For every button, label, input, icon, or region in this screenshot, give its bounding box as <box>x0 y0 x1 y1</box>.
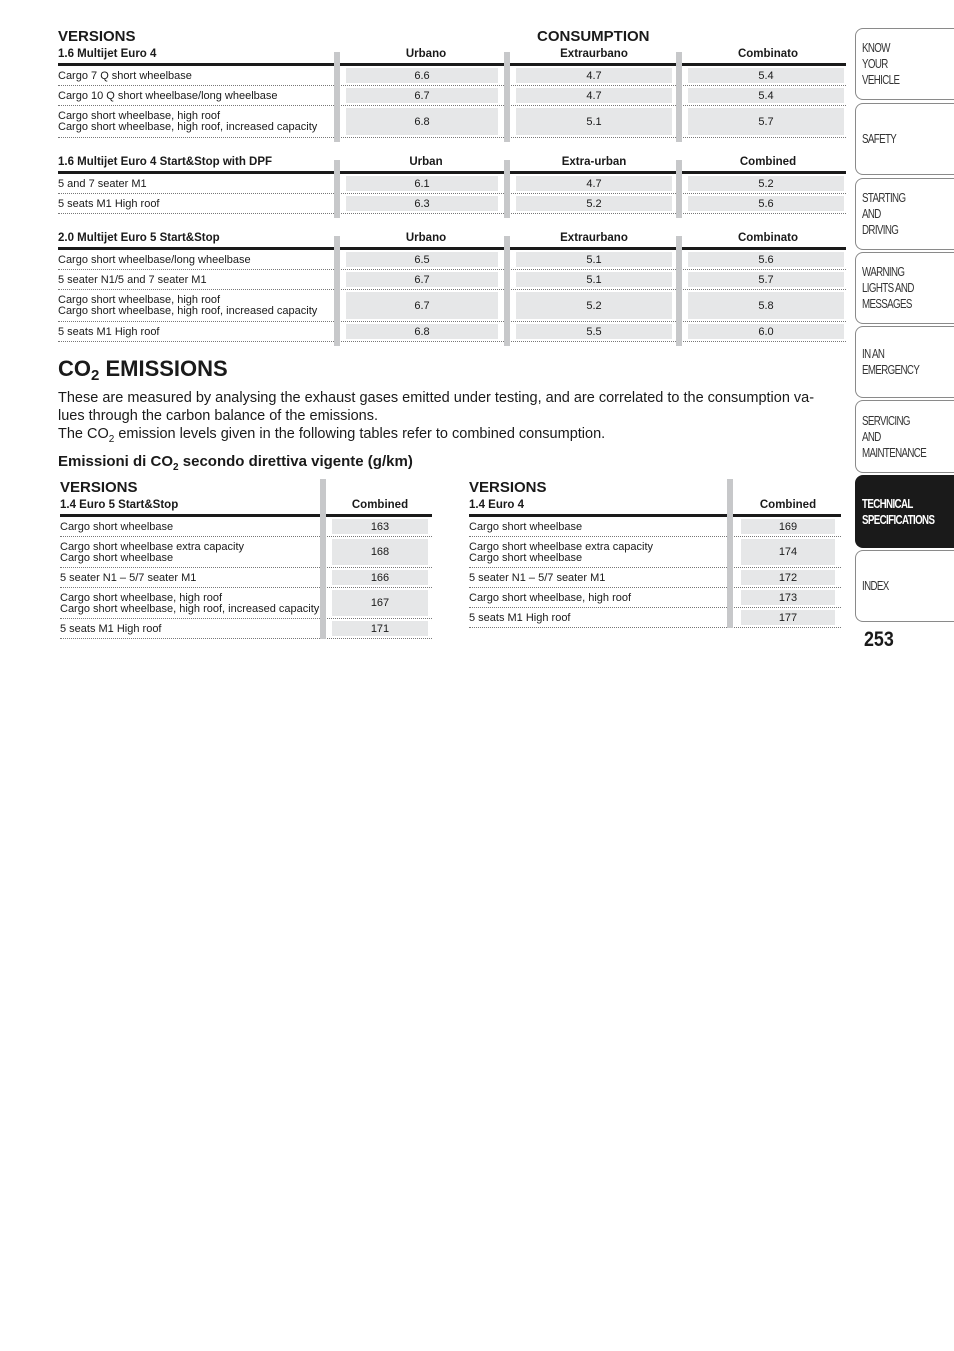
table-row <box>469 537 841 568</box>
column-separator <box>504 52 510 142</box>
group-name: 1.6 Multijet Euro 4 <box>58 48 157 60</box>
column-header: Combined <box>739 156 797 168</box>
value-cell: 166 <box>332 570 428 585</box>
row-label: Cargo 7 Q short wheelbase <box>58 70 192 82</box>
table-row <box>60 568 432 588</box>
value-cell: 167 <box>332 590 428 616</box>
engine-name: 1.4 Euro 4 <box>469 499 524 511</box>
value-cell: 5.7 <box>688 272 844 287</box>
value-cell: 5.4 <box>688 68 844 83</box>
column-separator <box>676 160 682 218</box>
row-label: Cargo short wheelbase/long wheelbase <box>58 254 251 266</box>
row-label: 5 seater N1 – 5/7 seater M1 <box>469 572 606 584</box>
value-cell: 5.4 <box>688 88 844 103</box>
column-separator <box>504 160 510 218</box>
co2-emissions-heading: $CO_2$ EMISSIONS <box>58 356 228 384</box>
column-header: Extra-urban <box>561 156 627 168</box>
value-cell: 5.6 <box>688 252 844 267</box>
row-label: Cargo short wheelbase, high roof Cargo short wheelbase, high roof, increased capacity <box>58 294 318 317</box>
value-cell: 6.7 <box>346 272 498 287</box>
value-cell: 6.7 <box>346 88 498 103</box>
group-header <box>58 156 846 174</box>
value-cell: 5.8 <box>688 292 844 319</box>
value-cell: 5.1 <box>516 108 672 135</box>
table-row <box>469 517 841 537</box>
consumption-title: CONSUMPTION <box>537 28 650 45</box>
chapter-tab-label: TECHNICAL SPECIFICATIONS <box>862 496 935 527</box>
row-label: Cargo short wheelbase extra capacity Cargo short wheelbase <box>60 541 245 564</box>
group-name: 1.6 Multijet Euro 4 Start&Stop with DPF <box>58 156 273 168</box>
value-cell: 172 <box>741 570 835 585</box>
value-cell: 6.8 <box>346 108 498 135</box>
row-label: Cargo short wheelbase, high roof Cargo short wheelbase, high roof, increased capacity <box>58 110 318 133</box>
value-cell: 171 <box>332 621 428 636</box>
column-header: Combinato <box>737 232 799 244</box>
engine-name: 1.4 Euro 5 Start&Stop <box>60 499 179 511</box>
value-cell: 6.5 <box>346 252 498 267</box>
column-separator <box>320 479 326 639</box>
table-row <box>469 588 841 608</box>
value-cell: 174 <box>741 539 835 565</box>
table-row <box>58 174 846 194</box>
value-cell: 4.7 <box>516 68 672 83</box>
value-cell: 173 <box>741 590 835 605</box>
value-cell: 6.0 <box>688 324 844 339</box>
emissions-subtitle: Emissioni di $CO_2$ secondo direttiva vigente (g/km) <box>58 453 413 473</box>
column-header: Extraurbano <box>560 232 628 244</box>
column-header: Combined <box>351 499 409 511</box>
column-header: Extraurbano <box>560 48 628 60</box>
emission-table <box>60 479 432 639</box>
table-row <box>469 608 841 628</box>
row-label: 5 seats M1 High roof <box>58 326 160 338</box>
row-label: Cargo short wheelbase extra capacity Cargo short wheelbase <box>469 541 654 564</box>
table-row <box>58 106 846 138</box>
chapter-tab-label: WARNING LIGHTS AND MESSAGES <box>862 265 914 311</box>
row-label: 5 seater N1 – 5/7 seater M1 <box>60 572 197 584</box>
value-cell: 168 <box>332 539 428 565</box>
value-cell: 5.6 <box>688 196 844 211</box>
versions-title: VERSIONS <box>469 479 547 496</box>
table-header <box>469 497 841 517</box>
consumption-group <box>58 232 846 342</box>
column-separator <box>504 236 510 346</box>
value-cell: 5.2 <box>516 292 672 319</box>
table-row <box>58 194 846 214</box>
group-header <box>58 48 846 66</box>
value-cell: 6.3 <box>346 196 498 211</box>
column-separator <box>334 52 340 142</box>
chapter-tab-label: SERVICING AND MAINTENANCE <box>862 413 927 460</box>
value-cell: 5.2 <box>688 176 844 191</box>
value-cell: 5.5 <box>516 324 672 339</box>
column-header: Urbano <box>405 48 447 60</box>
value-cell: 4.7 <box>516 88 672 103</box>
value-cell: 169 <box>741 519 835 534</box>
row-label: Cargo short wheelbase <box>60 521 174 533</box>
table-row <box>58 66 846 86</box>
emissions-paragraph-2: The $CO_2$ emission levels given in the following tables refer to combined consumption. <box>58 426 606 445</box>
row-label: Cargo short wheelbase, high roof Cargo short wheelbase, high roof, increased capacity <box>60 592 320 615</box>
table-row <box>58 322 846 342</box>
table-row <box>60 588 432 619</box>
value-cell: 5.7 <box>688 108 844 135</box>
column-separator <box>676 236 682 346</box>
chapter-tab[interactable] <box>855 103 954 175</box>
value-cell: 5.1 <box>516 272 672 287</box>
row-label: Cargo short wheelbase, high roof <box>469 592 632 604</box>
value-cell: 5.2 <box>516 196 672 211</box>
versions-title: VERSIONS <box>58 28 136 45</box>
group-header <box>58 232 846 250</box>
versions-title: VERSIONS <box>60 479 138 496</box>
chapter-tab-label: KNOW YOUR VEHICLE <box>862 41 900 87</box>
row-label: Cargo 10 Q short wheelbase/long wheelbase <box>58 90 278 102</box>
chapter-tab[interactable] <box>855 550 954 622</box>
table-row <box>58 86 846 106</box>
column-header: Urban <box>409 156 443 168</box>
column-header: Urbano <box>405 232 447 244</box>
table-row <box>60 517 432 537</box>
chapter-tab[interactable] <box>855 475 954 548</box>
table-row <box>58 250 846 270</box>
value-cell: 6.8 <box>346 324 498 339</box>
row-label: 5 seats M1 High roof <box>60 623 162 635</box>
row-label: Cargo short wheelbase <box>469 521 583 533</box>
column-header: Combined <box>759 499 817 511</box>
chapter-tab-label: IN AN EMERGENCY <box>862 347 920 377</box>
chapter-tab-label: STARTING AND DRIVING <box>862 191 906 237</box>
chapter-tab-label: SAFETY <box>862 132 897 146</box>
table-row <box>469 568 841 588</box>
column-separator <box>727 479 733 628</box>
column-separator <box>334 160 340 218</box>
table-row <box>58 290 846 322</box>
group-name: 2.0 Multijet Euro 5 Start&Stop <box>58 232 220 244</box>
row-label: 5 seats M1 High roof <box>58 198 160 210</box>
value-cell: 6.6 <box>346 68 498 83</box>
value-cell: 4.7 <box>516 176 672 191</box>
table-header <box>60 497 432 517</box>
chapter-tab[interactable] <box>855 178 954 250</box>
row-label: 5 seater N1/5 and 7 seater M1 <box>58 274 207 286</box>
table-row <box>60 619 432 639</box>
chapter-tab-label: INDEX <box>862 579 889 593</box>
column-header: Combinato <box>737 48 799 60</box>
row-label: 5 and 7 seater M1 <box>58 178 147 190</box>
value-cell: 6.7 <box>346 292 498 319</box>
emissions-paragraph-1: These are measured by analysing the exhaust gases emitted under testing, and are correlated to the consumption va- lues through the carbon balance of the emissions. <box>58 390 815 424</box>
value-cell: 177 <box>741 610 835 625</box>
chapter-tab[interactable] <box>855 28 954 100</box>
row-label: 5 seats M1 High roof <box>469 612 571 624</box>
column-separator <box>676 52 682 142</box>
consumption-group <box>58 156 846 214</box>
value-cell: 5.1 <box>516 252 672 267</box>
value-cell: 6.1 <box>346 176 498 191</box>
chapter-tab[interactable] <box>855 400 954 473</box>
value-cell: 163 <box>332 519 428 534</box>
emission-table <box>469 479 841 628</box>
table-row <box>60 537 432 568</box>
consumption-group <box>58 48 846 138</box>
chapter-tab[interactable] <box>855 252 954 324</box>
column-separator <box>334 236 340 346</box>
page-number: 253 <box>864 628 894 651</box>
chapter-tab[interactable] <box>855 326 954 398</box>
table-row <box>58 270 846 290</box>
